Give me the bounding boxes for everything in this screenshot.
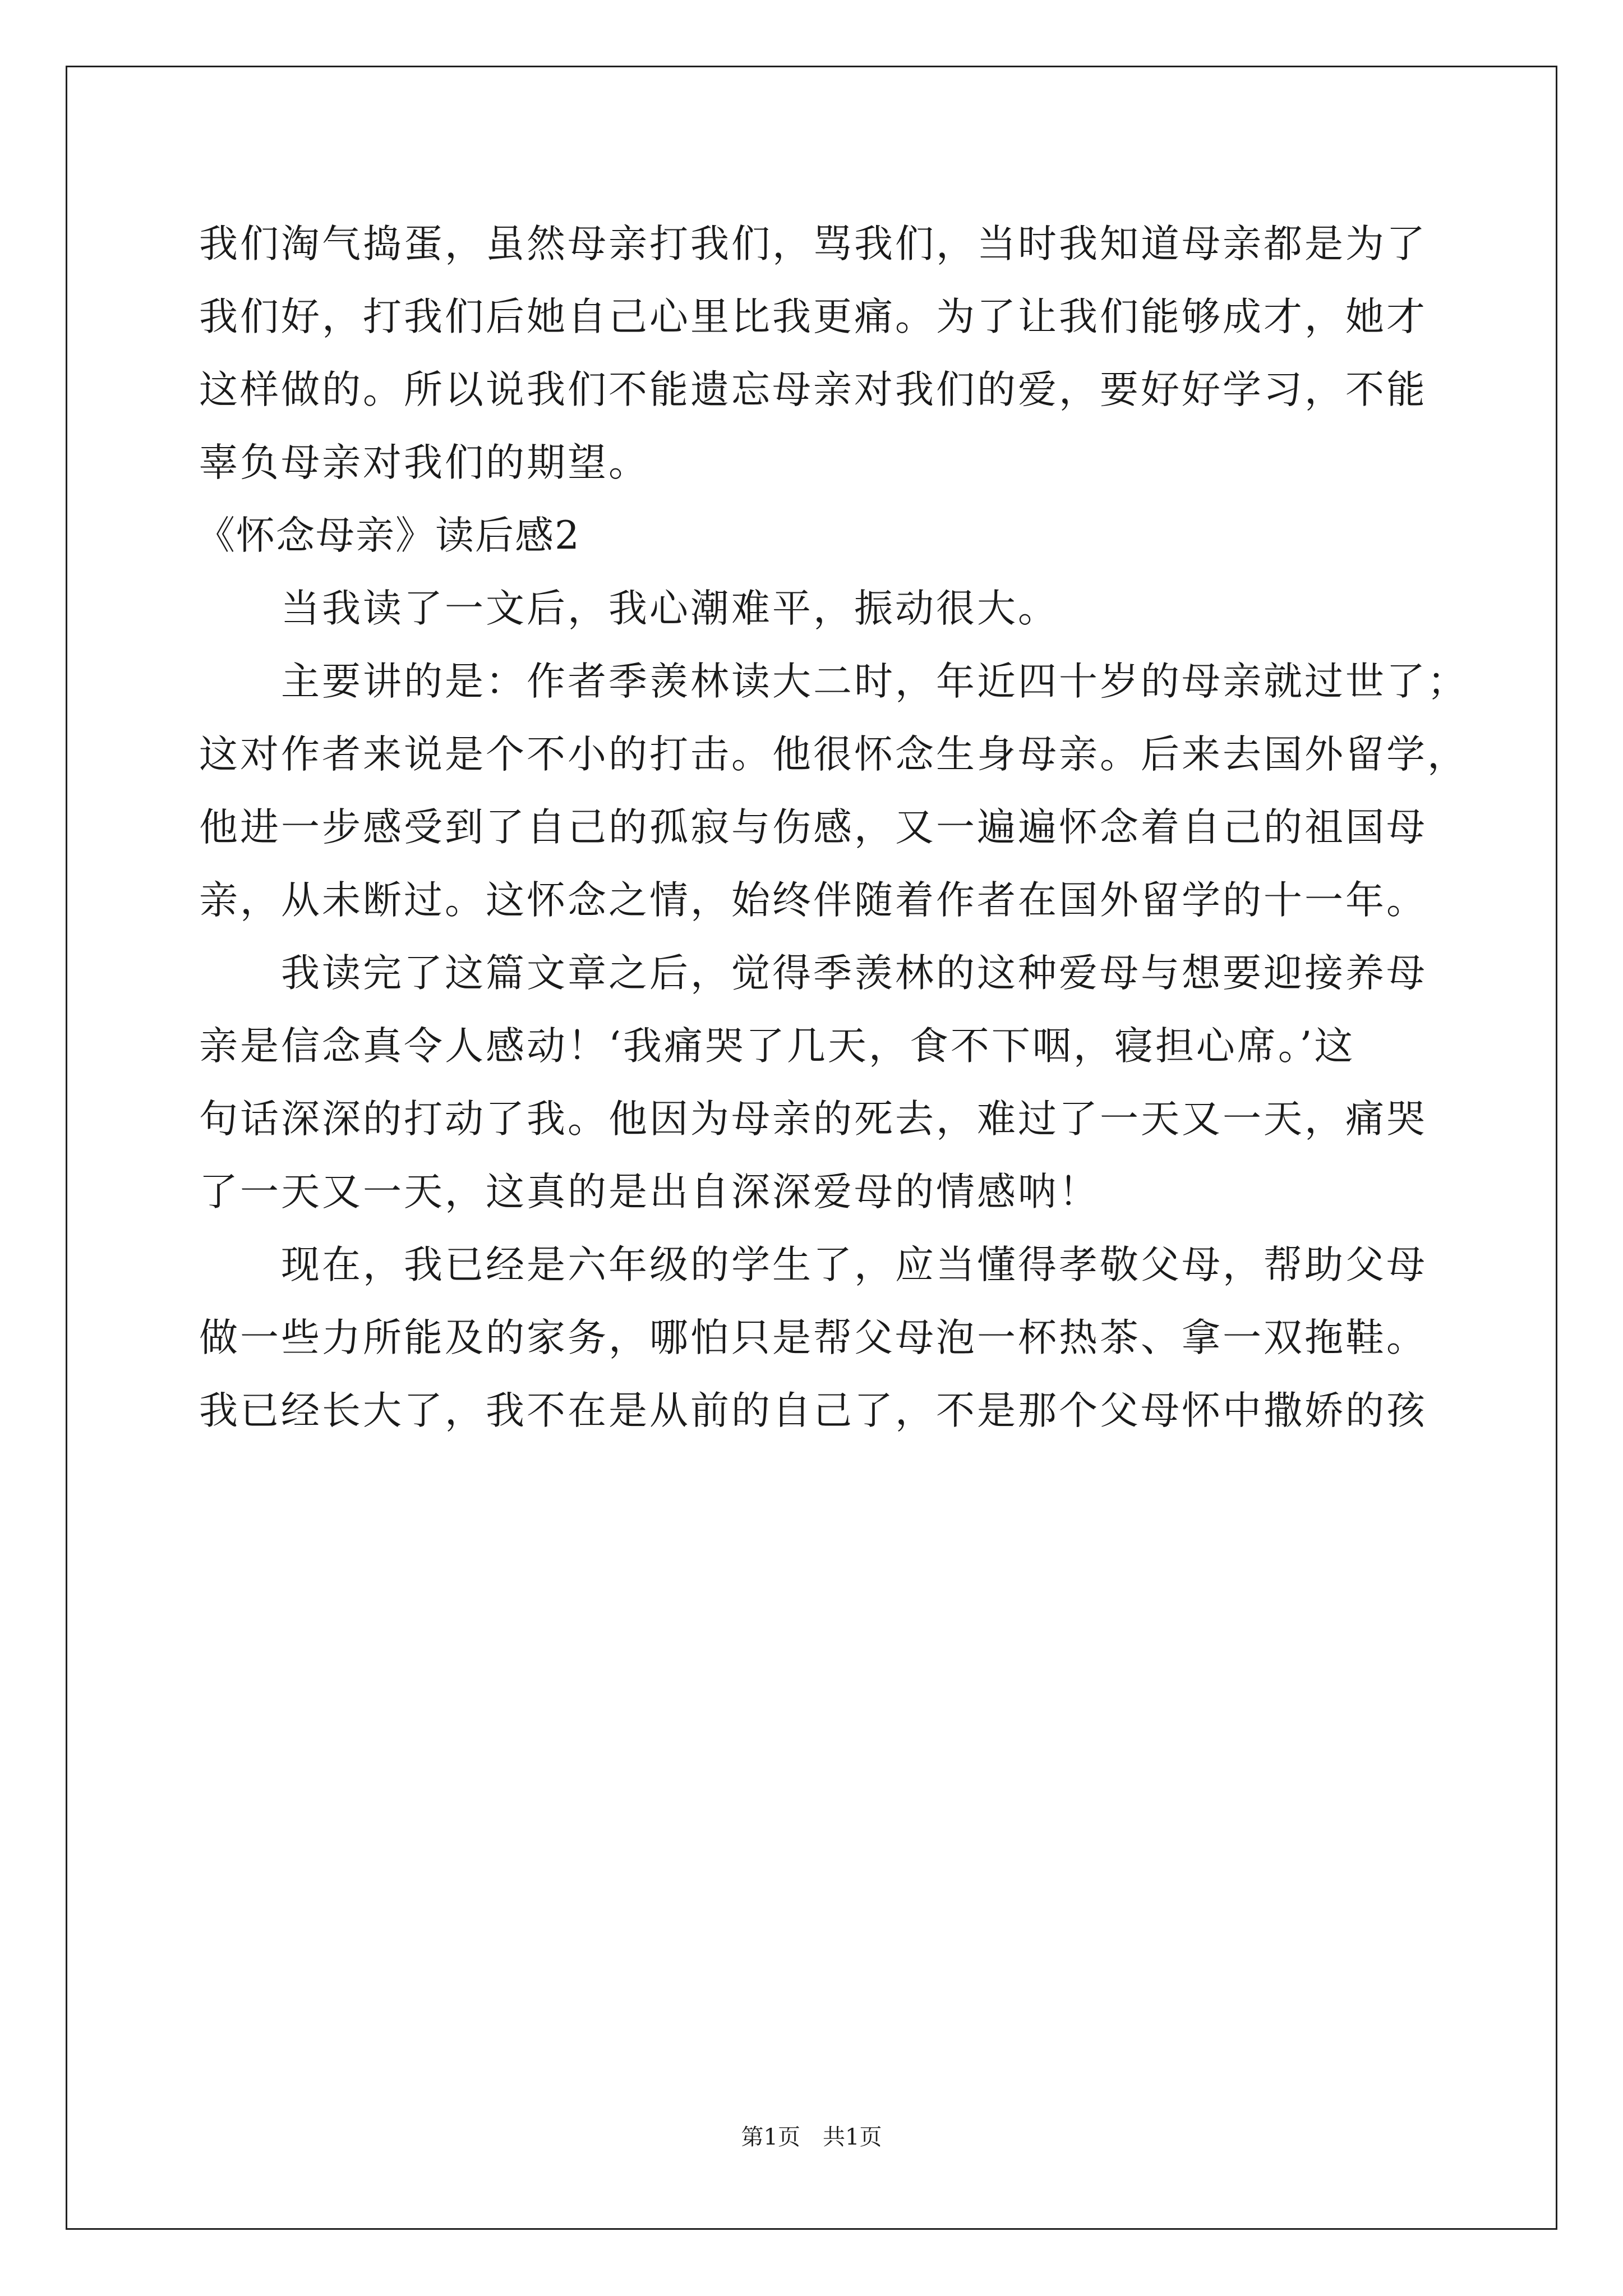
paragraph-start: 主要讲的是：作者季羡林读大二时，年近四十岁的母亲就过世了； (281, 659, 1468, 704)
text-line: 这样做的。所以说我们不能遗忘母亲对我们的爱，要好好学习，不能 (199, 367, 1427, 412)
text-line: 亲，从未断过。这怀念之情，始终伴随着作者在国外留学的十一年。 (199, 878, 1427, 923)
text-line: 句话深深的打动了我。他因为母亲的死去，难过了一天又一天，痛哭 (199, 1097, 1427, 1142)
page-number: 第1页 (741, 2124, 800, 2150)
paragraph-start: 我读完了这篇文章之后，觉得季羡林的这种爱母与想要迎接养母 (281, 951, 1427, 996)
text-line: 辜负母亲对我们的期望。 (199, 440, 649, 485)
paragraph-start: 当我读了一文后，我心潮难平，振动很大。 (281, 586, 1059, 631)
text-line: 了一天又一天，这真的是出自深深爱母的情感呐！ (199, 1170, 1100, 1214)
page-total: 共1页 (823, 2124, 882, 2150)
paragraph-start: 现在，我已经是六年级的学生了，应当懂得孝敬父母，帮助父母 (281, 1243, 1427, 1287)
text-line: 亲是信念真令人感动！‘我痛哭了几天，食不下咽，寝担心席。’这 (199, 1024, 1355, 1069)
page-footer (0, 2123, 1623, 2151)
text-line: 我已经长大了，我不在是从前的自己了，不是那个父母怀中撒娇的孩 (199, 1388, 1427, 1433)
text-line: 我们好，打我们后她自己心里比我更痛。为了让我们能够成才，她才 (199, 295, 1427, 339)
section-heading: 《怀念母亲》读后感2 (196, 513, 580, 558)
text-line: 我们淘气捣蛋，虽然母亲打我们，骂我们，当时我知道母亲都是为了 (199, 222, 1427, 266)
text-line: 做一些力所能及的家务，哪怕只是帮父母泡一杯热茶、拿一双拖鞋。 (199, 1315, 1427, 1360)
text-line: 这对作者来说是个不小的打击。他很怀念生身母亲。后来去国外留学， (199, 732, 1468, 777)
text-line: 他进一步感受到了自己的孤寂与伤感，又一遍遍怀念着自己的祖国母 (199, 805, 1427, 850)
